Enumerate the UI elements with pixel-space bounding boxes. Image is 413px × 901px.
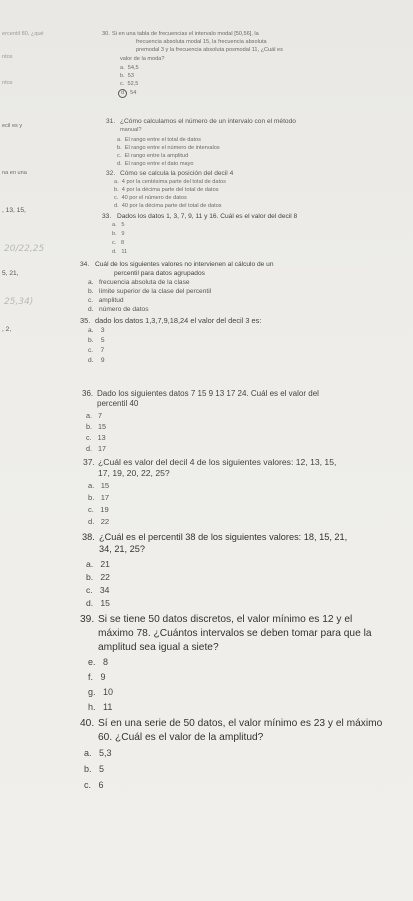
option-letter: d. [117, 161, 122, 167]
option-letter: c. [86, 433, 92, 442]
option-text: 54 [130, 90, 137, 96]
option-letter: a. [86, 559, 94, 569]
question-line: 17, 19, 20, 22, 25? [98, 468, 170, 478]
question-line: Si en una tabla de frecuencias el intervalo modal [50,56], la [112, 31, 259, 37]
option-letter: c. [112, 240, 117, 246]
margin-fragment: ntos [2, 80, 13, 86]
option-letter: d. [86, 444, 92, 453]
option-letter: d. [114, 203, 119, 209]
option-letter: h. [88, 702, 96, 712]
option-letter: b. [114, 187, 119, 193]
option-letter: c. [84, 780, 92, 790]
option-letter: c. [88, 505, 94, 514]
question-number: 30. [102, 31, 110, 37]
option-letter: a. [120, 65, 125, 71]
option-letter: d. [112, 249, 117, 255]
option-letter: b. [120, 73, 125, 79]
option-text: 40 por el número de datos [121, 195, 187, 201]
option-text: El rango entre el total de datos [124, 137, 201, 143]
option-letter: c. [86, 585, 93, 595]
option-text: 3 [100, 327, 105, 334]
margin-fragment: 5, 21, [2, 270, 19, 277]
option-text: 13 [97, 433, 106, 442]
question-line: amplitud sea igual a siete? [98, 642, 219, 653]
question-line: valor de la moda? [120, 56, 165, 62]
circled-answer-mark: d [118, 89, 127, 98]
option-text: 22 [100, 517, 110, 526]
question-line: premodal 3 y la frecuencia absoluta posmodal 11, ¿Cuál es [136, 47, 283, 53]
option-letter: b. [84, 764, 92, 774]
margin-fragment: , 13, 15, [2, 207, 26, 214]
question-line: Sí en una serie de 50 datos, el valor mínimo es 23 y el máximo [98, 718, 383, 729]
option-letter: a. [88, 327, 94, 334]
option-letter: c. [88, 297, 94, 304]
question-line: Cuál de los siguientes valores no intervienen al cálculo de un [95, 261, 274, 268]
margin-fragment: ercentil 80, ¿qué [2, 31, 44, 37]
option-text: 7 [100, 347, 105, 354]
question-line: Dado los siguientes datos 7 15 9 13 17 24. Cuál es el valor del [97, 389, 319, 398]
option-text: 53 [127, 73, 135, 79]
option-text: 5 [121, 222, 125, 228]
margin-fragment: , 2, [2, 326, 12, 333]
margin-fragment: ecil es y [2, 123, 23, 129]
option-text: amplitud [98, 297, 124, 304]
option-text: 8 [121, 240, 125, 246]
option-text: 17 [98, 444, 106, 453]
option-text: 34 [99, 585, 110, 595]
question-number: 35. [80, 316, 91, 325]
option-text: 11 [103, 702, 113, 712]
option-text: 19 [100, 505, 109, 514]
option-letter: a. [88, 481, 95, 490]
option-letter: b. [112, 231, 117, 237]
option-text: El rango entre la amplitud [124, 153, 189, 159]
question-line: dado los datos 1,3,7,9,18,24 el valor del decil 3 es: [95, 316, 262, 325]
question-line: Si se tiene 50 datos discretos, el valor mínimo es 12 y el [98, 614, 353, 625]
option-letter: b. [88, 288, 94, 295]
option-letter: f. [88, 672, 94, 682]
option-text: 8 [103, 657, 109, 667]
question-line: percentil 40 [97, 399, 139, 408]
option-text: 15 [100, 598, 110, 608]
option-letter: d. [88, 517, 95, 526]
option-letter: c. [114, 195, 119, 201]
option-text: 10 [103, 687, 114, 697]
option-text: 40 por la décima parte del total de datos [121, 203, 222, 209]
question-number: 33. [102, 213, 112, 220]
option-letter: b. [86, 572, 94, 582]
option-text: 22 [100, 572, 110, 582]
option-text: El rango entre el dato mayo [124, 161, 194, 167]
option-text: número de datos [99, 306, 149, 313]
option-text: 7 [98, 411, 102, 420]
option-text: 15 [98, 422, 106, 431]
question-number: 36. [82, 389, 94, 398]
option-letter: d. [88, 357, 94, 364]
question-number: 31. [106, 118, 116, 125]
option-text: El rango entre el número de intervalos [124, 145, 220, 151]
option-letter: b. [117, 145, 122, 151]
option-letter: b. [88, 337, 94, 344]
question-number: 39. [80, 614, 95, 625]
option-text: límite superior de la clase del percentil [99, 288, 212, 295]
question-number: 37. [83, 457, 95, 467]
option-letter: a. [84, 748, 92, 758]
question-line: ¿Cómo calculamos el número de un intervalo con el método [120, 118, 296, 125]
option-letter: a. [112, 222, 117, 228]
option-text: 4 por la décima parte del total de datos [121, 187, 219, 193]
option-text: 9 [121, 231, 125, 237]
option-text: 4 por la centésima parte del total de datos [121, 179, 226, 185]
option-letter: d. [86, 598, 94, 608]
option-text: 15 [100, 481, 110, 490]
question-line: frecuencia absoluta modal 15, la frecuencia absoluta [136, 39, 267, 45]
option-text: 17 [100, 493, 110, 502]
question-line: Dados los datos 1, 3, 7, 9, 11 y 16. Cuál es el valor del decil 8 [117, 213, 298, 220]
question-line: 60. ¿Cuál es el valor de la amplitud? [98, 732, 264, 743]
question-number: 38. [82, 532, 95, 542]
option-letter: g. [88, 687, 96, 697]
option-text: 52,5 [127, 81, 139, 87]
option-letter: b. [86, 422, 92, 431]
option-text: 9 [100, 357, 105, 364]
option-letter: a. [114, 179, 119, 185]
question-number: 32. [106, 170, 116, 177]
question-line: percentil para datos agrupados [114, 270, 205, 277]
margin-fragment: ntos [2, 54, 13, 60]
margin-handwriting: 20/22,25 [4, 244, 45, 254]
question-line: máximo 78. ¿Cuántos intervalos se deben tomar para que la [98, 628, 372, 639]
question-line: manual? [120, 127, 142, 133]
option-text: 5,3 [99, 748, 112, 758]
margin-fragment: na en una [2, 170, 27, 176]
question-line: 34, 21, 25? [99, 544, 145, 554]
option-text: 21 [100, 559, 110, 569]
question-line: ¿Cuál es valor del decil 4 de los siguientes valores: 12, 13, 15, [98, 457, 337, 467]
option-text: 11 [121, 249, 128, 255]
option-letter: e. [88, 657, 96, 667]
option-letter: b. [88, 493, 95, 502]
option-letter: c. [117, 153, 122, 159]
option-letter: c. [120, 81, 125, 87]
option-text: 5 [100, 337, 105, 344]
option-letter: d. [88, 306, 94, 313]
option-text: 54,5 [127, 65, 139, 71]
option-text: 6 [98, 780, 104, 790]
option-letter: c. [88, 347, 94, 354]
option-letter: a. [86, 411, 92, 420]
question-line: ¿Cuál es el percentil 38 de los siguientes valores: 18, 15, 21, [99, 532, 348, 542]
option-letter: a. [88, 279, 94, 286]
option-letter: a. [117, 137, 122, 143]
question-line: Cómo se calcula la posición del decil 4 [120, 170, 234, 177]
question-number: 40. [80, 718, 95, 729]
margin-handwriting: 25,34) [4, 297, 34, 307]
option-text: 5 [99, 764, 105, 774]
option-text: 9 [100, 672, 106, 682]
question-number: 34. [80, 261, 90, 268]
option-text: frecuencia absoluta de la clase [99, 279, 190, 286]
